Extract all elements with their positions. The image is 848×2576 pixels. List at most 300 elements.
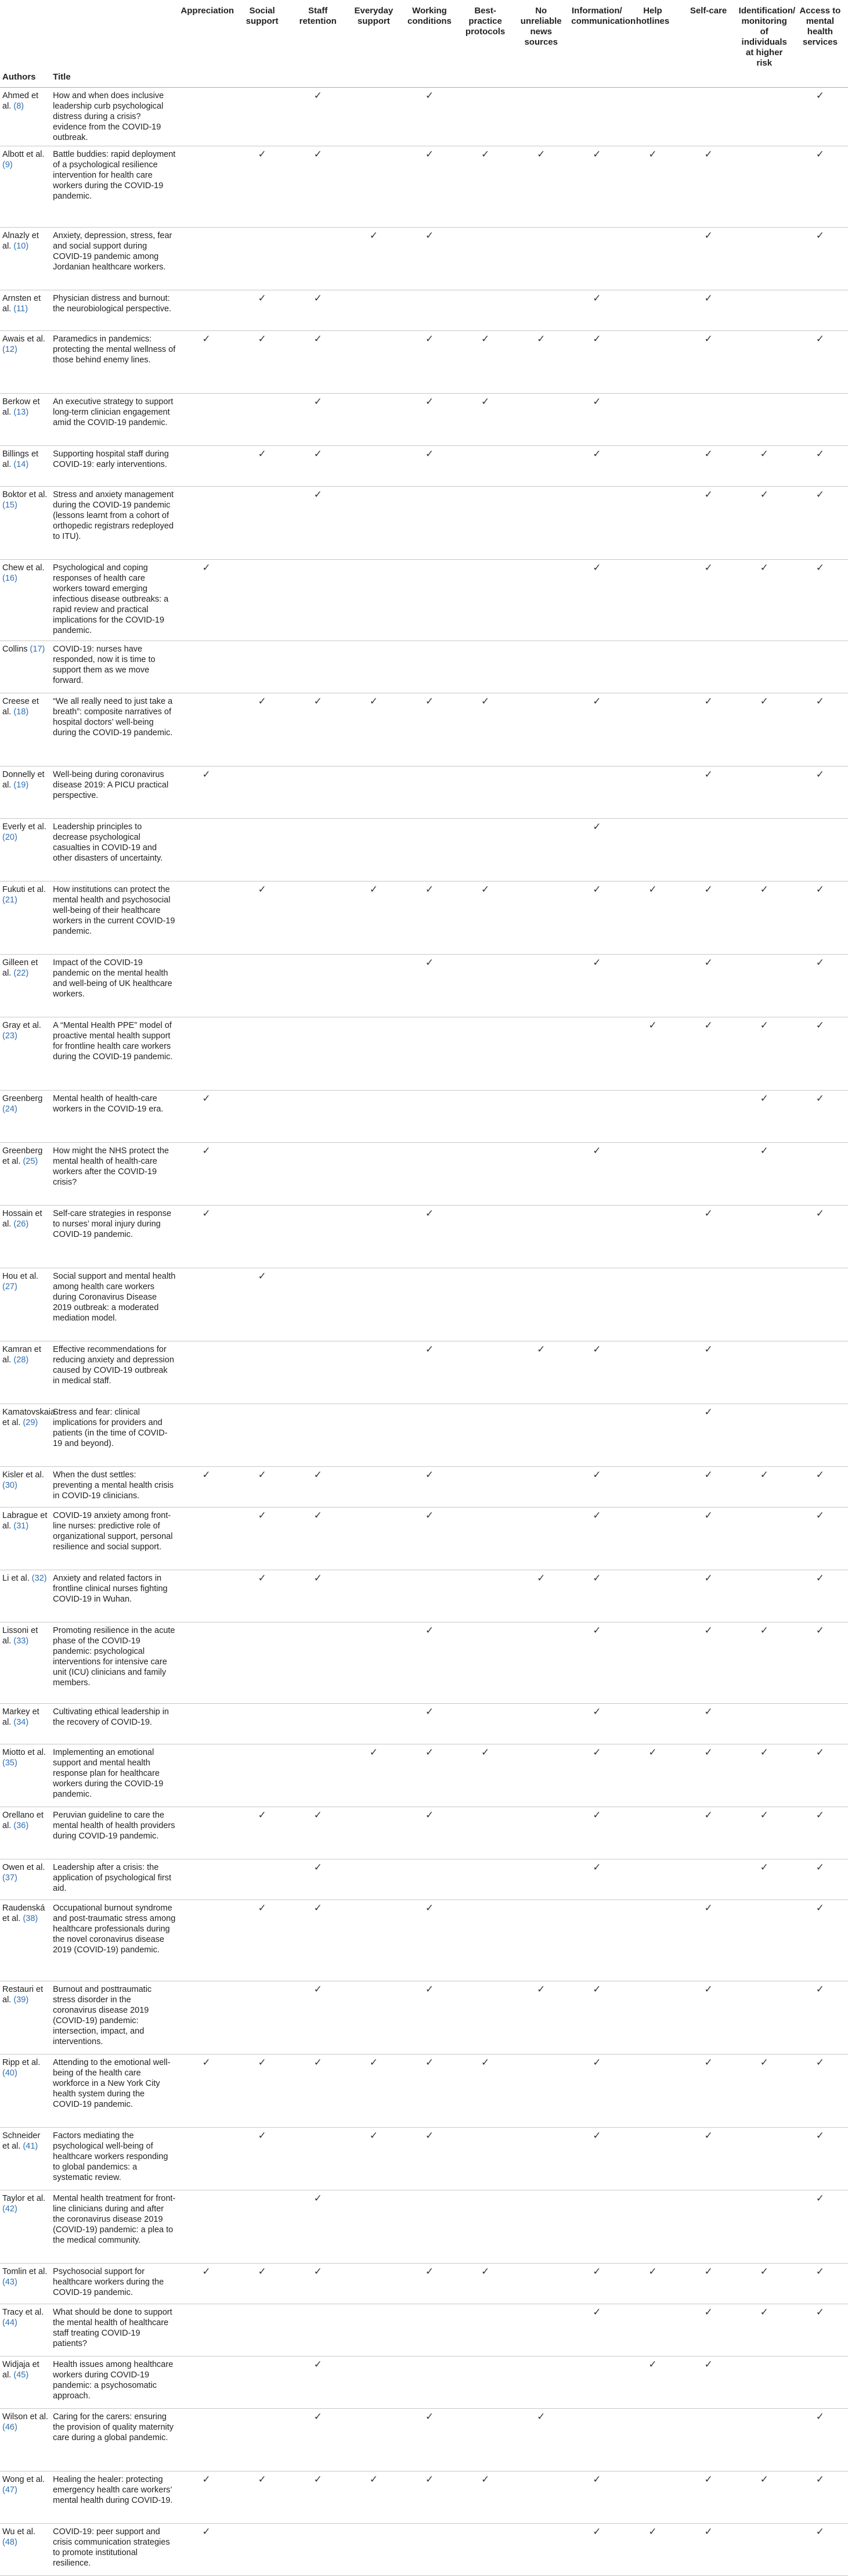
empty-cell [625, 2471, 680, 2524]
empty-cell [457, 2128, 513, 2190]
check-mark-icon: ✓ [290, 693, 346, 767]
empty-cell [625, 641, 680, 693]
empty-cell [402, 1404, 457, 1467]
empty-cell [681, 641, 737, 693]
reference-link[interactable]: (46) [2, 2423, 17, 2432]
check-mark-icon: ✓ [681, 1508, 737, 1570]
check-mark-icon: ✓ [792, 1206, 848, 1268]
empty-cell [346, 560, 402, 641]
title-cell: Implementing an emotional support and mental health response plan for healthcare workers during the COVID-19 pandemic. [50, 1744, 178, 1807]
empty-cell [290, 1704, 346, 1744]
empty-cell [737, 394, 792, 446]
criterion-column-header: Social support [246, 6, 279, 26]
check-mark-icon: ✓ [681, 1570, 737, 1622]
check-mark-icon: ✓ [402, 2128, 457, 2190]
reference-link[interactable]: (24) [2, 1104, 17, 1114]
table-row [0, 882, 848, 955]
empty-cell [346, 331, 402, 394]
check-mark-icon: ✓ [792, 2524, 848, 2576]
empty-cell [737, 1404, 792, 1467]
title-cell: Supporting hospital staff during COVID-19: early interventions. [50, 446, 178, 487]
author-cell [0, 394, 50, 446]
check-mark-icon: ✓ [513, 1981, 569, 2055]
check-mark-icon: ✓ [290, 446, 346, 487]
check-mark-icon: ✓ [402, 693, 457, 767]
author-name: Alnazly et al. [2, 231, 39, 251]
reference-link[interactable]: (45) [13, 2370, 29, 2380]
empty-cell [290, 2128, 346, 2190]
reference-link[interactable]: (44) [2, 2318, 17, 2327]
author-name: Kamatovskaia et al. [2, 1408, 56, 1427]
author-cell [0, 1622, 50, 1704]
criterion-column-header: Everyday support [354, 6, 394, 26]
empty-cell [513, 1622, 569, 1704]
check-mark-icon: ✓ [290, 88, 346, 146]
reference-link[interactable]: (41) [23, 2142, 38, 2151]
check-mark-icon: ✓ [569, 1143, 625, 1206]
author-cell [0, 2471, 50, 2524]
empty-cell [457, 1206, 513, 1268]
empty-cell [457, 487, 513, 560]
reference-link[interactable]: (12) [2, 345, 17, 354]
check-mark-icon: ✓ [681, 2524, 737, 2576]
empty-cell [513, 228, 569, 290]
reference-link[interactable]: (13) [13, 408, 29, 417]
check-mark-icon: ✓ [737, 1091, 792, 1143]
empty-cell [737, 2409, 792, 2471]
author-name: Widjaja et al. [2, 2360, 39, 2380]
author-name: Li et al. [2, 1574, 30, 1583]
empty-cell [737, 2128, 792, 2190]
reference-link[interactable]: (21) [2, 895, 17, 905]
title-cell: What should be done to support the mental health of healthcare staff treating COVID-19 patients? [50, 2304, 178, 2356]
author-name: Wu et al. [2, 2527, 35, 2537]
empty-cell [513, 2055, 569, 2128]
table-row [0, 1570, 848, 1622]
reference-link[interactable]: (36) [13, 1821, 29, 1830]
empty-cell [569, 228, 625, 290]
check-mark-icon: ✓ [625, 1744, 680, 1807]
empty-cell [178, 819, 234, 882]
author-cell [0, 2055, 50, 2128]
title-cell: Social support and mental health among health care workers during Coronavirus Disease 2019 outbreak: a moderated mediation model. [50, 1268, 178, 1341]
check-mark-icon: ✓ [681, 487, 737, 560]
empty-cell [569, 487, 625, 560]
empty-cell [178, 641, 234, 693]
empty-cell [346, 394, 402, 446]
reference-link[interactable]: (42) [2, 2204, 17, 2214]
empty-cell [737, 290, 792, 331]
empty-cell [681, 1859, 737, 1900]
check-mark-icon: ✓ [792, 1981, 848, 2055]
reference-link[interactable]: (16) [2, 574, 17, 583]
empty-cell [513, 882, 569, 955]
check-mark-icon: ✓ [681, 146, 737, 228]
check-mark-icon: ✓ [681, 446, 737, 487]
reference-link[interactable]: (39) [13, 1995, 29, 2005]
author-cell [0, 819, 50, 882]
empty-cell [513, 1467, 569, 1508]
empty-cell [178, 446, 234, 487]
check-mark-icon: ✓ [290, 1900, 346, 1981]
check-mark-icon: ✓ [457, 146, 513, 228]
title-column-header: Title [50, 69, 178, 88]
empty-cell [346, 1807, 402, 1859]
author-cell [0, 2190, 50, 2264]
author-cell [0, 641, 50, 693]
check-mark-icon: ✓ [792, 1622, 848, 1704]
empty-cell [178, 693, 234, 767]
check-mark-icon: ✓ [234, 331, 290, 394]
empty-cell [457, 767, 513, 819]
empty-cell [513, 693, 569, 767]
check-mark-icon: ✓ [234, 1900, 290, 1981]
check-mark-icon: ✓ [178, 2471, 234, 2524]
empty-cell [234, 2304, 290, 2356]
empty-cell [178, 2409, 234, 2471]
criterion-column-header: Working conditions [407, 6, 452, 26]
criterion-column-header: Best-practice protocols [465, 6, 506, 37]
check-mark-icon: ✓ [737, 2304, 792, 2356]
author-cell [0, 88, 50, 146]
empty-cell [625, 1570, 680, 1622]
empty-cell [625, 1467, 680, 1508]
reference-link[interactable]: (9) [2, 160, 13, 170]
empty-cell [178, 88, 234, 146]
check-mark-icon: ✓ [737, 693, 792, 767]
table-body [0, 88, 848, 2576]
empty-cell [178, 2128, 234, 2190]
empty-cell [178, 1570, 234, 1622]
criteria-header-row [0, 0, 848, 69]
empty-cell [346, 819, 402, 882]
check-mark-icon: ✓ [234, 1807, 290, 1859]
criterion-column-header: Appreciation [181, 6, 234, 16]
title-cell: Caring for the carers: ensuring the provision of quality maternity care during a global pandemic. [50, 2409, 178, 2471]
empty-cell [346, 767, 402, 819]
empty-cell [513, 487, 569, 560]
empty-cell [457, 819, 513, 882]
reference-link[interactable]: (22) [13, 969, 29, 978]
empty-cell [234, 1859, 290, 1900]
empty-cell [346, 1981, 402, 2055]
check-mark-icon: ✓ [234, 2471, 290, 2524]
author-name: Hou et al. [2, 1272, 39, 1281]
check-mark-icon: ✓ [737, 2471, 792, 2524]
empty-cell [569, 1017, 625, 1091]
check-mark-icon: ✓ [402, 2471, 457, 2524]
table-row [0, 2190, 848, 2264]
reference-link[interactable]: (25) [23, 1157, 38, 1166]
table-row [0, 955, 848, 1017]
reference-link[interactable]: (15) [2, 501, 17, 510]
table-row [0, 1900, 848, 1981]
empty-cell [234, 767, 290, 819]
empty-cell [402, 641, 457, 693]
empty-cell [792, 290, 848, 331]
reference-link[interactable]: (23) [2, 1031, 17, 1041]
empty-cell [569, 2409, 625, 2471]
empty-cell [625, 819, 680, 882]
empty-cell [513, 1744, 569, 1807]
empty-cell [737, 88, 792, 146]
check-mark-icon: ✓ [234, 882, 290, 955]
empty-cell [346, 1143, 402, 1206]
check-mark-icon: ✓ [569, 1341, 625, 1404]
reference-link[interactable]: (37) [2, 1873, 17, 1883]
criterion-column-header: Self-care [690, 6, 727, 16]
empty-cell [234, 394, 290, 446]
check-mark-icon: ✓ [569, 1859, 625, 1900]
reference-link[interactable]: (14) [13, 460, 29, 469]
table-row [0, 1807, 848, 1859]
reference-link[interactable]: (32) [31, 1574, 47, 1583]
empty-cell [402, 290, 457, 331]
empty-cell [625, 693, 680, 767]
reference-link[interactable]: (19) [13, 780, 29, 790]
author-name: Albott et al. [2, 150, 45, 159]
empty-cell [457, 2190, 513, 2264]
empty-cell [178, 1017, 234, 1091]
author-cell [0, 1900, 50, 1981]
reference-link[interactable]: (17) [30, 645, 45, 654]
check-mark-icon: ✓ [681, 693, 737, 767]
empty-cell [681, 1091, 737, 1143]
title-cell: Physician distress and burnout: the neurobiological perspective. [50, 290, 178, 331]
table-row [0, 2304, 848, 2356]
empty-cell [178, 955, 234, 1017]
check-mark-icon: ✓ [234, 2055, 290, 2128]
check-mark-icon: ✓ [457, 2264, 513, 2304]
reference-link[interactable]: (26) [13, 1219, 29, 1229]
empty-cell [290, 641, 346, 693]
empty-cell [234, 1143, 290, 1206]
check-mark-icon: ✓ [681, 331, 737, 394]
check-mark-icon: ✓ [569, 2264, 625, 2304]
title-cell: Promoting resilience in the acute phase of the COVID-19 pandemic: psychological interventions for intensive care unit (ICU) clinicians and family members. [50, 1622, 178, 1704]
reference-link[interactable]: (18) [13, 707, 29, 717]
author-cell [0, 1981, 50, 2055]
reference-link[interactable]: (11) [13, 304, 28, 314]
author-cell [0, 1268, 50, 1341]
check-mark-icon: ✓ [346, 2055, 402, 2128]
empty-cell [737, 819, 792, 882]
empty-cell [792, 2356, 848, 2409]
check-mark-icon: ✓ [681, 882, 737, 955]
empty-cell [513, 1268, 569, 1341]
check-mark-icon: ✓ [737, 882, 792, 955]
empty-cell [625, 1704, 680, 1744]
check-mark-icon: ✓ [625, 882, 680, 955]
check-mark-icon: ✓ [290, 2055, 346, 2128]
empty-cell [625, 2304, 680, 2356]
reference-link[interactable]: (28) [13, 1355, 29, 1365]
check-mark-icon: ✓ [569, 446, 625, 487]
author-cell [0, 1744, 50, 1807]
empty-cell [513, 1143, 569, 1206]
check-mark-icon: ✓ [569, 146, 625, 228]
empty-cell [625, 2409, 680, 2471]
author-cell [0, 331, 50, 394]
empty-cell [625, 394, 680, 446]
empty-cell [290, 1341, 346, 1404]
check-mark-icon: ✓ [513, 2409, 569, 2471]
check-mark-icon: ✓ [346, 2471, 402, 2524]
reference-link[interactable]: (29) [23, 1418, 38, 1427]
check-mark-icon: ✓ [457, 2471, 513, 2524]
check-mark-icon: ✓ [569, 2304, 625, 2356]
empty-cell [737, 955, 792, 1017]
check-mark-icon: ✓ [290, 487, 346, 560]
empty-cell [290, 767, 346, 819]
reference-link[interactable]: (38) [23, 1914, 38, 1923]
empty-cell [290, 1091, 346, 1143]
empty-cell [346, 1859, 402, 1900]
author-cell [0, 290, 50, 331]
reference-link[interactable]: (27) [2, 1282, 17, 1291]
check-mark-icon: ✓ [513, 1570, 569, 1622]
author-name: Awais et al. [2, 334, 45, 344]
check-mark-icon: ✓ [792, 882, 848, 955]
check-mark-icon: ✓ [792, 1508, 848, 1570]
header-spacer [0, 0, 50, 69]
reference-link[interactable]: (8) [13, 102, 24, 111]
empty-cell [457, 1807, 513, 1859]
check-mark-icon: ✓ [402, 446, 457, 487]
reference-link[interactable]: (30) [2, 1481, 17, 1490]
check-mark-icon: ✓ [792, 2190, 848, 2264]
check-mark-icon: ✓ [569, 1508, 625, 1570]
check-mark-icon: ✓ [234, 1268, 290, 1341]
author-name: Miotto et al. [2, 1748, 46, 1757]
check-mark-icon: ✓ [234, 2264, 290, 2304]
check-mark-icon: ✓ [513, 331, 569, 394]
author-cell [0, 2264, 50, 2304]
table-row [0, 1981, 848, 2055]
empty-cell [346, 2356, 402, 2409]
reference-link[interactable]: (20) [2, 833, 17, 842]
reference-link[interactable]: (48) [2, 2538, 17, 2547]
empty-cell [402, 2524, 457, 2576]
empty-cell [178, 1981, 234, 2055]
check-mark-icon: ✓ [290, 1467, 346, 1508]
empty-cell [513, 1404, 569, 1467]
empty-cell [402, 819, 457, 882]
empty-cell [737, 1900, 792, 1981]
check-mark-icon: ✓ [290, 2471, 346, 2524]
empty-cell [513, 2471, 569, 2524]
empty-cell [737, 2190, 792, 2264]
author-name: Wong et al. [2, 2475, 45, 2484]
empty-cell [513, 290, 569, 331]
reference-link[interactable]: (35) [2, 1758, 17, 1768]
title-cell: How and when does inclusive leadership curb psychological distress during a crisis? evidence from the COVID-19 outbreak. [50, 88, 178, 146]
empty-cell [513, 1807, 569, 1859]
author-name: Markey et al. [2, 1707, 39, 1727]
check-mark-icon: ✓ [792, 1807, 848, 1859]
check-mark-icon: ✓ [792, 1859, 848, 1900]
table-row [0, 1341, 848, 1404]
title-cell: Factors mediating the psychological well-being of healthcare workers responding to global pandemics: a systematic review. [50, 2128, 178, 2190]
author-cell [0, 767, 50, 819]
check-mark-icon: ✓ [681, 2055, 737, 2128]
check-mark-icon: ✓ [402, 1744, 457, 1807]
title-cell: Burnout and posttraumatic stress disorder in the coronavirus disease 2019 (COVID-19) pandemic: intersection, impact, and interventions. [50, 1981, 178, 2055]
header-divider-spacer [178, 69, 848, 88]
author-name: Arnsten et al. [2, 294, 41, 314]
check-mark-icon: ✓ [290, 2264, 346, 2304]
check-mark-icon: ✓ [346, 228, 402, 290]
empty-cell [737, 1508, 792, 1570]
empty-cell [346, 1404, 402, 1467]
empty-cell [513, 88, 569, 146]
check-mark-icon: ✓ [457, 394, 513, 446]
table-row [0, 1143, 848, 1206]
empty-cell [457, 1981, 513, 2055]
check-mark-icon: ✓ [681, 1981, 737, 2055]
check-mark-icon: ✓ [569, 955, 625, 1017]
author-cell [0, 2409, 50, 2471]
reference-link[interactable]: (31) [13, 1521, 29, 1531]
reference-link[interactable]: (10) [13, 242, 29, 251]
table-row [0, 2264, 848, 2304]
empty-cell [457, 955, 513, 1017]
check-mark-icon: ✓ [737, 1859, 792, 1900]
table-row [0, 1206, 848, 1268]
author-name: Berkow et al. [2, 397, 40, 417]
empty-cell [625, 1981, 680, 2055]
empty-cell [234, 2524, 290, 2576]
check-mark-icon: ✓ [681, 767, 737, 819]
empty-cell [234, 560, 290, 641]
empty-cell [457, 1467, 513, 1508]
check-mark-icon: ✓ [457, 693, 513, 767]
check-mark-icon: ✓ [681, 2128, 737, 2190]
empty-cell [457, 1859, 513, 1900]
reference-link[interactable]: (34) [13, 1718, 29, 1727]
empty-cell [178, 2304, 234, 2356]
empty-cell [290, 2524, 346, 2576]
check-mark-icon: ✓ [737, 1744, 792, 1807]
empty-cell [513, 1704, 569, 1744]
table-row [0, 1467, 848, 1508]
check-mark-icon: ✓ [681, 1807, 737, 1859]
empty-cell [290, 1404, 346, 1467]
author-name: Schneider et al. [2, 2131, 41, 2151]
table-row [0, 1859, 848, 1900]
title-cell: Attending to the emotional well-being of the health care workforce in a New York City health system during the COVID-19 pandemic. [50, 2055, 178, 2128]
empty-cell [569, 1900, 625, 1981]
empty-cell [457, 1508, 513, 1570]
check-mark-icon: ✓ [569, 560, 625, 641]
check-mark-icon: ✓ [290, 290, 346, 331]
empty-cell [625, 560, 680, 641]
reference-link[interactable]: (43) [2, 2278, 17, 2287]
check-mark-icon: ✓ [402, 394, 457, 446]
table-row [0, 1091, 848, 1143]
reference-link[interactable]: (47) [2, 2485, 17, 2495]
empty-cell [234, 2190, 290, 2264]
reference-link[interactable]: (33) [13, 1636, 29, 1646]
empty-cell [346, 290, 402, 331]
empty-cell [290, 1744, 346, 1807]
criterion-column-header: Information/ communication [571, 6, 636, 26]
table-row [0, 446, 848, 487]
check-mark-icon: ✓ [457, 1744, 513, 1807]
reference-link[interactable]: (40) [2, 2068, 17, 2078]
check-mark-icon: ✓ [569, 1981, 625, 2055]
empty-cell [625, 1143, 680, 1206]
